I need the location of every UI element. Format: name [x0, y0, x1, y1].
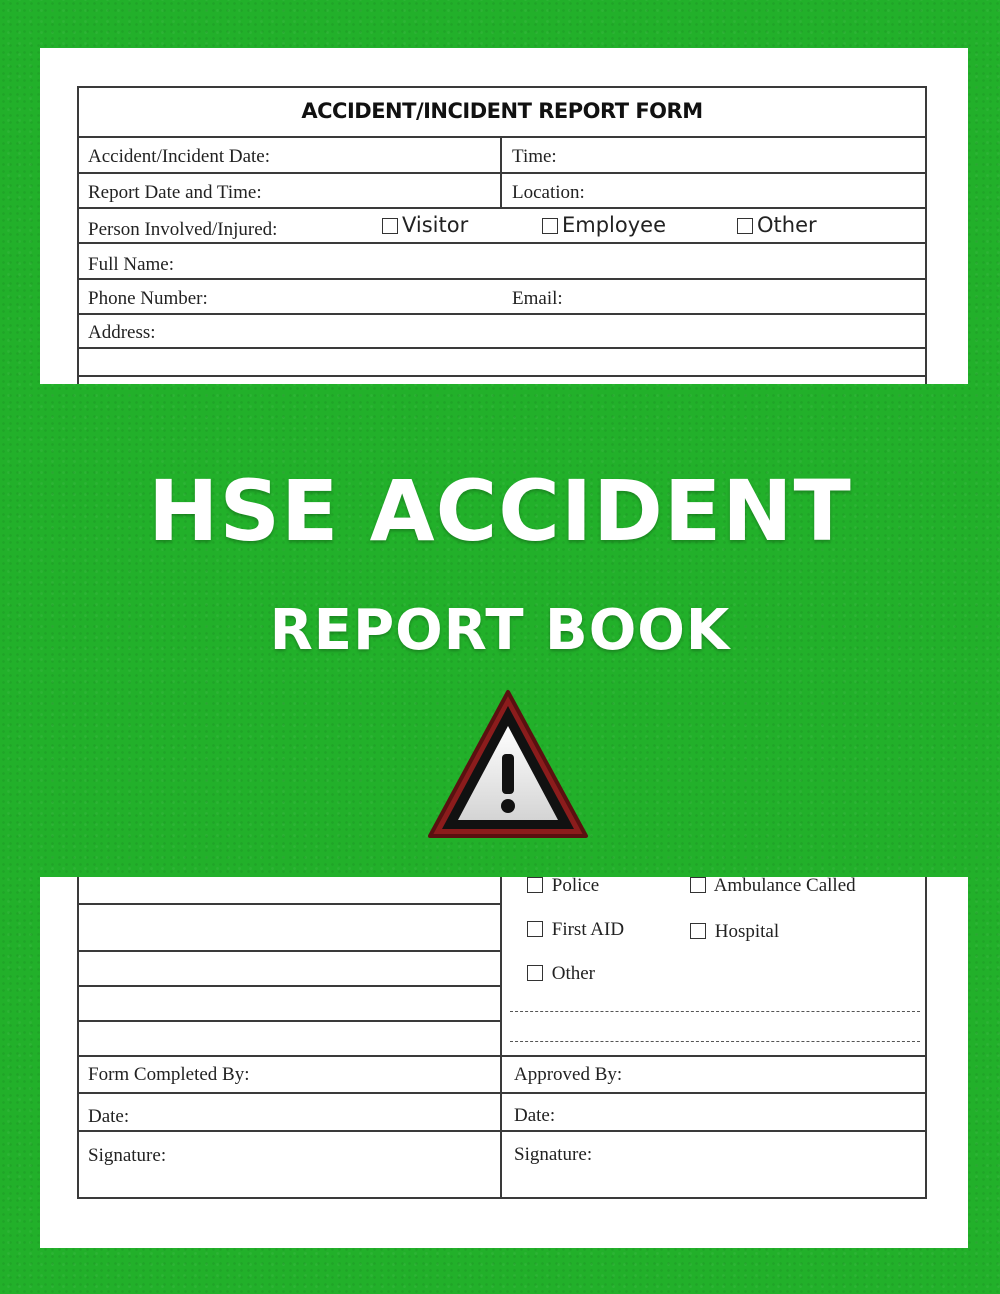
- dashed-line: [510, 1041, 920, 1042]
- date-label-right: Date:: [514, 1105, 556, 1126]
- location-label: Location:: [512, 182, 585, 203]
- police-label: Police: [551, 877, 600, 896]
- top-form-panel: [40, 48, 968, 384]
- form-row-divider: [77, 985, 501, 987]
- first-aid-option[interactable]: [527, 919, 624, 941]
- approved-by-label: Approved By:: [514, 1064, 623, 1085]
- form-row-divider: [77, 1020, 501, 1022]
- employee-label: Employee: [562, 213, 667, 237]
- signature-label-left: Signature:: [88, 1145, 167, 1166]
- date-label-left: Date:: [88, 1106, 130, 1127]
- form-row-divider: [77, 172, 927, 174]
- form-column-divider: [500, 136, 502, 208]
- form-border-left: [77, 877, 79, 1199]
- dashed-line: [510, 1011, 920, 1012]
- time-label: Time:: [512, 146, 557, 167]
- form-row-divider: [77, 375, 927, 377]
- report-date-label: Report Date and Time:: [88, 182, 262, 203]
- ambulance-option[interactable]: [690, 877, 856, 897]
- first-aid-label: First AID: [551, 919, 625, 940]
- first-aid-checkbox[interactable]: [527, 921, 543, 937]
- hospital-checkbox[interactable]: [690, 923, 706, 939]
- warning-triangle-icon: [424, 686, 592, 846]
- other-treatment-label: Other: [551, 963, 596, 984]
- cover-subtitle: REPORT BOOK: [269, 598, 731, 663]
- accident-date-label: Accident/Incident Date:: [88, 146, 271, 167]
- form-row-divider: [77, 136, 927, 138]
- person-involved-label: Person Involved/Injured:: [88, 219, 278, 240]
- police-checkbox[interactable]: [527, 877, 543, 893]
- ambulance-label: Ambulance Called: [713, 877, 856, 896]
- form-row-divider: [77, 903, 501, 905]
- other-label: Other: [757, 213, 817, 237]
- phone-label: Phone Number:: [88, 288, 208, 309]
- hospital-label: Hospital: [714, 921, 780, 942]
- employee-checkbox[interactable]: [542, 218, 558, 234]
- other-treatment-option[interactable]: [527, 963, 595, 985]
- police-option[interactable]: [527, 877, 599, 897]
- visitor-option[interactable]: [382, 213, 468, 237]
- email-label: Email:: [512, 288, 563, 309]
- form-row-divider: [77, 242, 927, 244]
- form-row-divider: [77, 1055, 927, 1057]
- form-column-divider: [500, 877, 502, 1199]
- other-option[interactable]: [737, 213, 817, 237]
- form-row-divider: [77, 1092, 927, 1094]
- hospital-option[interactable]: [690, 921, 779, 943]
- form-row-divider: [77, 347, 927, 349]
- visitor-label: Visitor: [402, 213, 469, 237]
- form-row-divider: [77, 278, 927, 280]
- employee-option[interactable]: [542, 213, 666, 237]
- address-label: Address:: [88, 322, 156, 343]
- form-border-bottom: [77, 1197, 927, 1199]
- signature-label-right: Signature:: [514, 1144, 593, 1165]
- ambulance-checkbox[interactable]: [690, 877, 706, 893]
- form-border-right: [925, 877, 927, 1199]
- form-row-divider: [77, 207, 927, 209]
- form-row-divider: [77, 313, 927, 315]
- form-row-divider: [77, 1130, 927, 1132]
- other-checkbox[interactable]: [737, 218, 753, 234]
- cover-title: HSE ACCIDENT: [148, 462, 852, 560]
- other-treatment-checkbox[interactable]: [527, 965, 543, 981]
- form-completed-by-label: Form Completed By:: [88, 1064, 250, 1085]
- bottom-form-panel: [40, 877, 968, 1248]
- form-title: ACCIDENT/INCIDENT REPORT FORM: [301, 99, 703, 123]
- form-row-divider: [77, 950, 501, 952]
- full-name-label: Full Name:: [88, 254, 175, 275]
- visitor-checkbox[interactable]: [382, 218, 398, 234]
